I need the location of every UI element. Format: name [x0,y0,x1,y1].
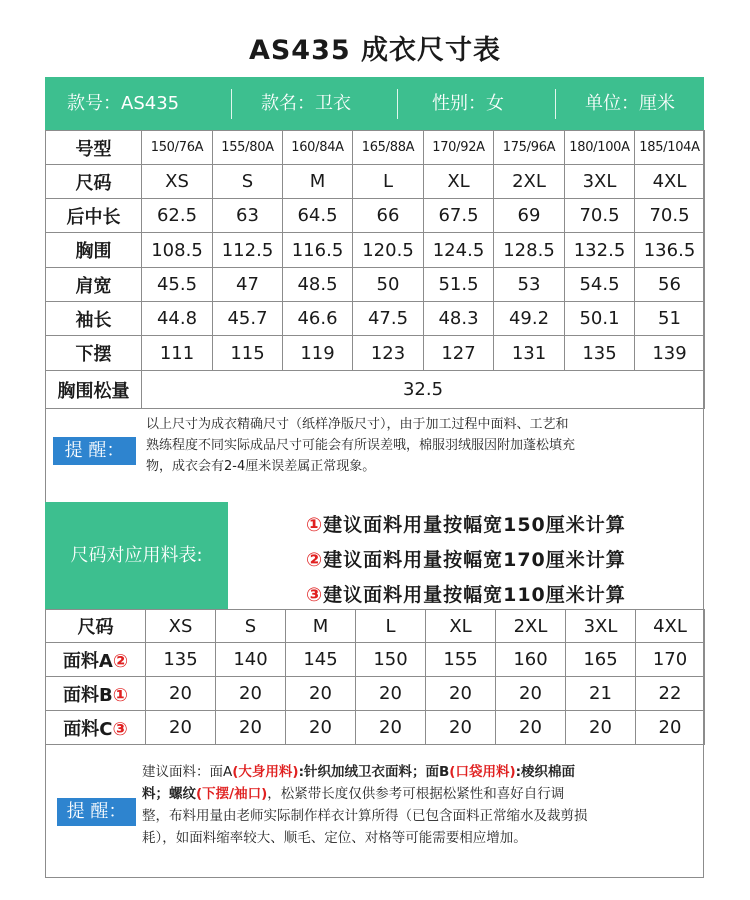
row-header [46,711,146,745]
fabric-label: 面料B [63,684,113,706]
gender: 性别：女 [432,93,504,114]
table-cell: XL [426,610,496,643]
header-divider [555,89,556,119]
table-cell: 22 [636,677,705,711]
table-cell: M [283,165,353,199]
recommendation-1 [306,510,626,537]
table-cell: 53 [494,268,565,302]
table-cell: 135 [146,643,216,677]
rec-number: ① [306,514,324,536]
highlight-text: (下摆/袖口) [196,786,268,802]
table-cell: 170/92A [424,131,494,165]
table-cell: 56 [635,268,705,302]
table-cell: 127 [424,336,494,371]
table-cell: 155 [426,643,496,677]
reminder-text [142,761,702,849]
table-cell: 51 [635,302,705,336]
table-cell: 54.5 [565,268,635,302]
fabric-mark: ③ [112,718,128,740]
reminder-line [142,783,702,805]
table-cell: 119 [283,336,353,371]
fabric-row [46,643,705,677]
table-cell: 20 [496,711,566,745]
text-span: 建议面料：面A [142,764,233,780]
table-cell: L [353,165,424,199]
table-cell: 47 [213,268,283,302]
table-cell: 49.2 [494,302,565,336]
table-cell: 170 [636,643,705,677]
size-row [46,199,705,233]
table-cell: 2XL [496,610,566,643]
table-cell: 3XL [566,610,636,643]
reminder-line: 物，成衣会有2-4厘米误差属正常现象。 [146,459,376,474]
table-cell: 108.5 [142,233,213,268]
reminder-line: 熟练程度不同实际成品尺寸可能会有所误差哦，棉服羽绒服因附加蓬松填充 [146,438,576,453]
unit: 单位：厘米 [585,93,675,114]
table-cell: 116.5 [283,233,353,268]
reminder-box-2 [45,745,704,878]
row-header: 尺码 [46,610,146,643]
table-cell: 124.5 [424,233,494,268]
table-cell: 2XL [494,165,565,199]
size-row [46,302,705,336]
table-cell: 20 [286,711,356,745]
row-header: 袖长 [46,302,142,336]
size-row [46,165,705,199]
text-span: ，松紧带长度仅供参考可根据松紧性和喜好自行调 [267,786,565,802]
highlight-text: (口袋用料) [449,764,516,780]
table-cell: 51.5 [424,268,494,302]
reminder-badge: 提 醒： [53,437,136,465]
fabric-recommendations [228,502,704,609]
table-cell: 46.6 [283,302,353,336]
table-cell: 135 [565,336,635,371]
table-cell: 20 [496,677,566,711]
row-header [46,677,146,711]
rec-text: 建议面料用量按幅宽150厘米计算 [323,514,626,536]
table-cell: 180/100A [565,131,635,165]
table-cell: 111 [142,336,213,371]
table-cell: 140 [216,643,286,677]
row-header: 肩宽 [46,268,142,302]
ease-value: 32.5 [142,371,705,409]
header-divider [397,89,398,119]
table-cell: 20 [426,711,496,745]
fabric-mark: ② [112,650,129,672]
row-header: 号型 [46,131,142,165]
table-cell: 48.5 [283,268,353,302]
table-cell: 20 [566,711,636,745]
recommendation-3 [306,580,626,607]
row-header: 下摆 [46,336,142,371]
table-cell: 20 [216,711,286,745]
table-cell: 123 [353,336,424,371]
table-cell: 66 [353,199,424,233]
table-cell: 45.5 [142,268,213,302]
fabric-label: 面料C [63,718,113,740]
text-span: :针织加绒卫衣面料；面B [298,764,450,780]
table-cell: 50.1 [565,302,635,336]
table-cell: 20 [286,677,356,711]
table-cell: 4XL [635,165,705,199]
header-divider [231,89,232,119]
text-span: 料；螺纹 [142,786,196,802]
table-cell: 120.5 [353,233,424,268]
fabric-table [45,609,705,745]
table-cell: 3XL [565,165,635,199]
table-cell: 150 [356,643,426,677]
table-cell: S [213,165,283,199]
table-cell: 160 [496,643,566,677]
size-row [46,233,705,268]
page-title: AS435 成衣尺寸表 [248,35,502,66]
table-cell: 175/96A [494,131,565,165]
table-cell: 48.3 [424,302,494,336]
text-span: :棱织棉面 [515,764,576,780]
table-cell: 67.5 [424,199,494,233]
size-row [46,336,705,371]
table-cell: XS [146,610,216,643]
rec-text: 建议面料用量按幅宽170厘米计算 [323,549,626,571]
ease-row [46,371,705,409]
table-cell: 20 [426,677,496,711]
table-cell: 20 [146,711,216,745]
table-cell: 20 [146,677,216,711]
table-cell: 70.5 [635,199,705,233]
table-cell: 128.5 [494,233,565,268]
table-cell: 64.5 [283,199,353,233]
reminder-badge: 提 醒： [57,798,136,826]
table-cell: M [286,610,356,643]
table-cell: 50 [353,268,424,302]
fabric-size-row [46,610,705,643]
table-cell: 21 [566,677,636,711]
table-cell: 20 [216,677,286,711]
row-header [46,643,146,677]
row-header: 胸围松量 [46,371,142,409]
table-cell: 165/88A [353,131,424,165]
table-cell: 165 [566,643,636,677]
style-number: 款号：AS435 [67,93,180,114]
table-cell: 62.5 [142,199,213,233]
table-cell: XS [142,165,213,199]
highlight-text: (大身用料) [232,764,299,780]
style-name: 款名：卫衣 [261,93,351,114]
table-cell: 20 [636,711,705,745]
reminder-box [45,408,704,502]
table-cell: XL [424,165,494,199]
reminder-line: 以上尺寸为成衣精确尺寸（纸样净版尺寸），由于加工过程中面料、工艺和 [146,417,569,432]
table-cell: L [356,610,426,643]
reminder-line [142,761,702,783]
row-header: 尺码 [46,165,142,199]
size-table [45,130,705,409]
size-row [46,131,705,165]
fabric-mark: ① [112,684,128,706]
table-cell: 20 [356,677,426,711]
table-cell: 160/84A [283,131,353,165]
table-cell: 155/80A [213,131,283,165]
size-row [46,268,705,302]
table-cell: 63 [213,199,283,233]
table-cell: 145 [286,643,356,677]
table-cell: 115 [213,336,283,371]
table-cell: 132.5 [565,233,635,268]
rec-text: 建议面料用量按幅宽110厘米计算 [323,584,626,606]
rec-number: ③ [306,584,324,606]
table-cell: S [216,610,286,643]
rec-number: ② [306,549,324,571]
reminder-line: 整，布料用量由老师实际制作样衣计算所得（已包含面料正常缩水及裁剪损 [142,808,588,824]
table-cell: 70.5 [565,199,635,233]
info-header [45,77,704,130]
reminder-line: 耗），如面料缩率较大、顺毛、定位、对格等可能需要相应增加。 [142,830,527,846]
table-cell: 20 [356,711,426,745]
table-cell: 4XL [636,610,705,643]
table-cell: 150/76A [142,131,213,165]
table-cell: 112.5 [213,233,283,268]
table-cell: 131 [494,336,565,371]
row-header: 后中长 [46,199,142,233]
table-cell: 136.5 [635,233,705,268]
table-cell: 139 [635,336,705,371]
table-cell: 185/104A [635,131,705,165]
table-cell: 44.8 [142,302,213,336]
table-cell: 47.5 [353,302,424,336]
fabric-section-label: 尺码对应用料表: [45,502,228,609]
fabric-row [46,677,705,711]
table-cell: 69 [494,199,565,233]
reminder-text [146,414,696,477]
fabric-row [46,711,705,745]
table-cell: 45.7 [213,302,283,336]
fabric-label: 面料A [62,650,113,672]
row-header: 胸围 [46,233,142,268]
recommendation-2 [306,545,626,572]
